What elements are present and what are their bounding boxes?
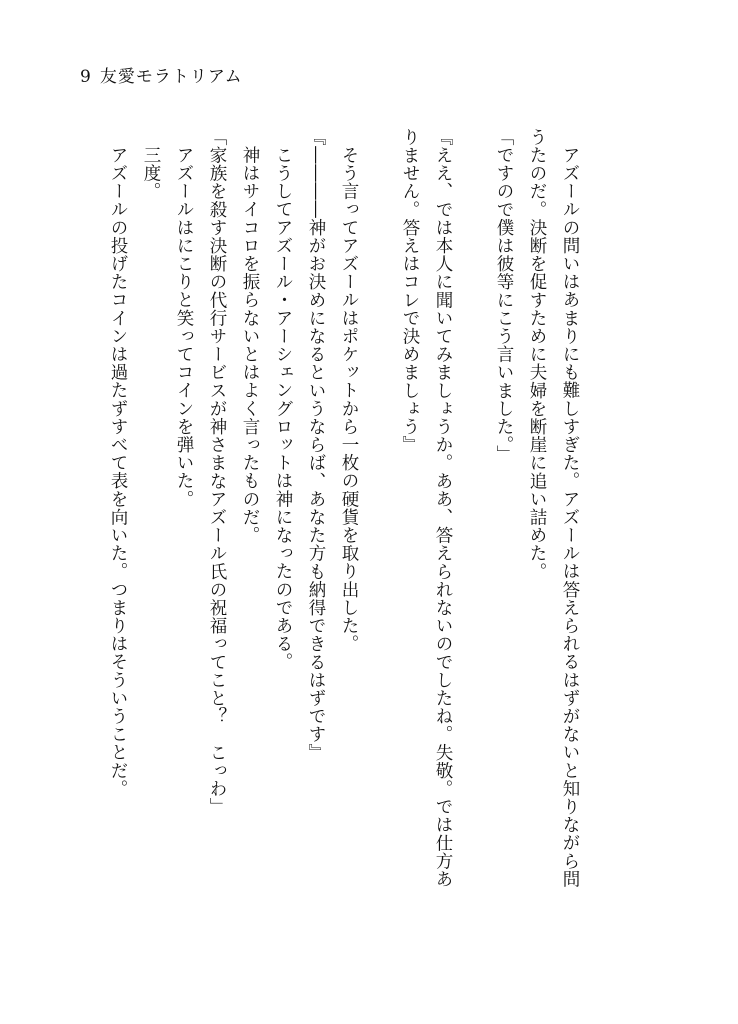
text-line: アズールの投げたコインは過たずすべて表を向いた。つまりはそういうことだ。: [108, 145, 128, 798]
text-line: 神はサイコロを振らないとはよく言ったものだ。: [240, 145, 260, 544]
text-line: 「家族を殺す決断の代行サービスが神さまなアズール氏の祝福ってこと？ こっわ」: [207, 128, 227, 816]
text-line: こうしてアズール・アーシェングロットは神になったのである。: [273, 145, 293, 671]
paragraph-gap: [365, 128, 393, 968]
text-line: うたのだ。決断を促すために夫婦を断崖に追い詰めた。: [527, 128, 547, 581]
text-line: アズールはにこりと笑ってコインを弾いた。: [174, 145, 194, 508]
paragraph-gap: [459, 128, 487, 968]
page-number: 9: [80, 67, 92, 87]
vertical-body-text: [101, 128, 586, 968]
text-line: 『ええ、では本人に聞いてみましょうか。ああ、答えられないのでしたね。失敬。では仕方あ: [433, 128, 453, 889]
text-line: りません。答えはコレで決めましょう』: [400, 128, 420, 454]
text-line: そう言ってアズールはポケットから一枚の硬貨を取り出した。: [339, 145, 359, 653]
text-line: 三度。: [141, 145, 161, 200]
text-line: 「ですので僕は彼等にこう言いました。」: [494, 128, 514, 464]
text-line: アズールの問いはあまりにも難しすぎた。アズールは答えられるはずがないと知りながら問: [560, 145, 580, 888]
text-line: 『――――神がお決めになるというならば、あなた方も納得できるはずです』: [306, 128, 326, 762]
running-header: [80, 66, 243, 88]
chapter-title: 友愛モラトリアム: [99, 67, 243, 87]
